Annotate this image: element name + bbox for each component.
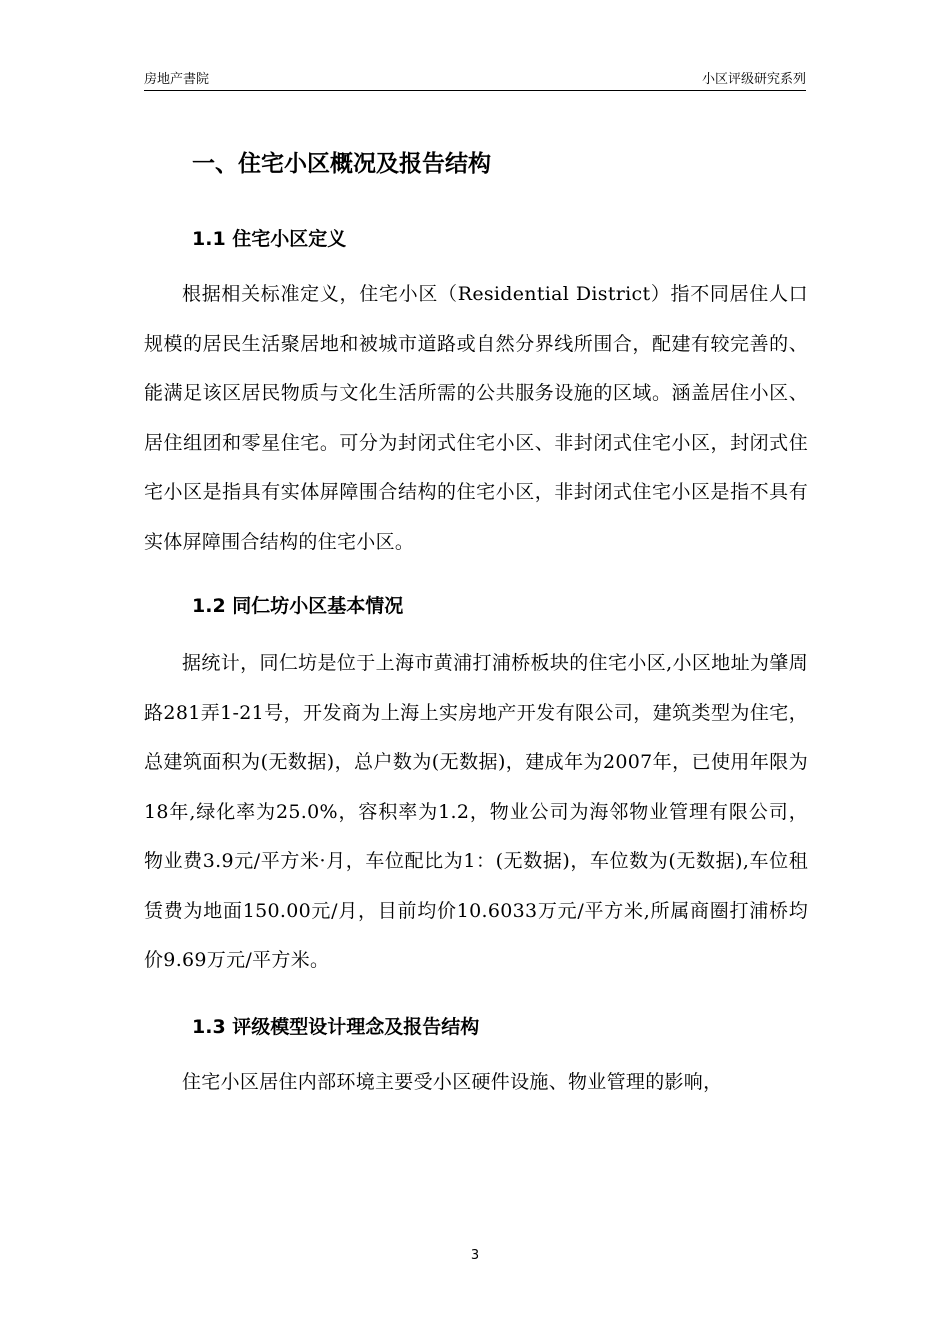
section-body-1-3: 住宅小区居住内部环境主要受小区硬件设施、物业管理的影响，	[182, 1070, 723, 1093]
section-title-1-2: 1.2 同仁坊小区基本情况	[192, 595, 404, 617]
header-series: 小区评级研究系列	[701, 72, 806, 87]
section-body-1-1: 根据相关标准定义，住宅小区（Residential District）指不同居住人口规模的居民生活聚居地和被城市道路或自然分界线所围合，配建有较完善的、能满足该区居民物质与文化生活所需的公共服务设施的区域。涵盖居住小区、居住组团和零星住宅。可分为封闭式住宅小区、非封闭式住宅小区，封闭式住宅小区是指具有实体屏障围合结构的住宅小区，非封闭式住宅小区是指不具有实体屏障围合结构的住宅小区。	[144, 283, 808, 553]
page-content	[144, 140, 808, 1107]
section-body-1-2: 据统计，同仁坊是位于上海市黄浦打浦桥板块的住宅小区,小区地址为肇周路281弄1-21号，开发商为上海上实房地产开发有限公司，建筑类型为住宅，总建筑面积为(无数据)，总户数为(无数据)，建成年为2007年，已使用年限为18年,绿化率为25.0%，容积率为1.2，物业公司为海邻物业管理有限公司，物业费3.9元/平方米·月，车位配比为1：(无数据)，车位数为(无数据),车位租赁费为地面150.00元/月，目前均价10.6033万元/平方米,所属商圈打浦桥均价9.69万元/平方米。	[144, 652, 808, 971]
section-title-1-1: 1.1 住宅小区定义	[192, 228, 347, 250]
header-publisher: 房地产書院	[144, 72, 210, 87]
page-number: 3	[470, 1248, 480, 1263]
page-header	[144, 66, 806, 91]
section-title-1-3: 1.3 评级模型设计理念及报告结构	[192, 1015, 480, 1038]
chapter-title: 一、住宅小区概况及报告结构	[192, 151, 491, 177]
